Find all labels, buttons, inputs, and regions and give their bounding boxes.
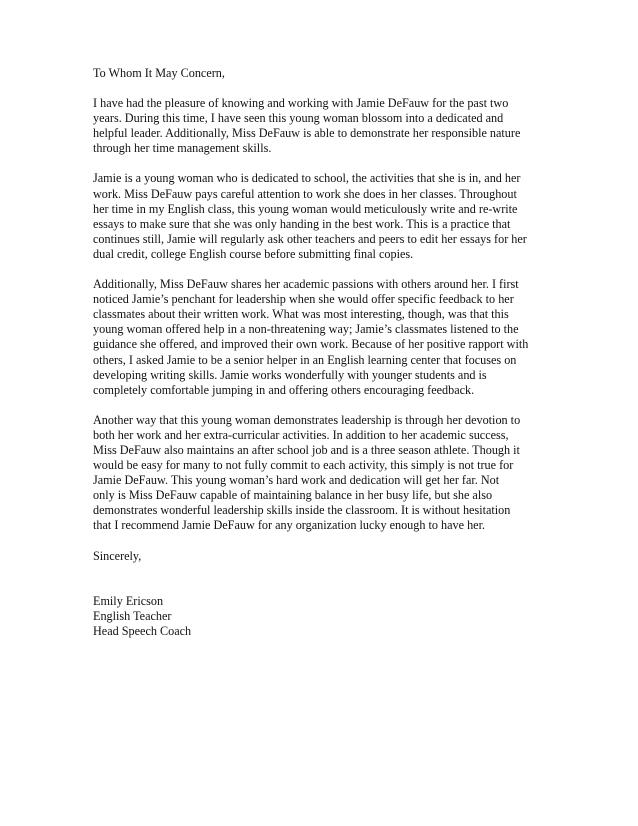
signature-role: Head Speech Coach — [93, 623, 192, 638]
letter-closing: Sincerely, — [93, 548, 142, 563]
signature-name: Emily Ericson — [93, 593, 164, 608]
letter-salutation: To Whom It May Concern, — [93, 66, 225, 80]
letter-paragraph-1: I have had the pleasure of knowing and working with Jamie DeFauw for the past two years. During this time, I have seen this young woman blossom into a dedicated and helpful leader. Additionally, Miss DeFauw is able to demonstrate her responsible nature through her time management skills. — [93, 96, 521, 156]
signature-title: English Teacher — [93, 608, 172, 623]
letter-paragraph-2: Jamie is a young woman who is dedicated to school, the activities that she is in, and her work. Miss DeFauw pays careful attention to work she does in her classes. Throughout her time in my English class, this young woman would meticulously write and re-write essays to make sure that she was only handing in the best work. This is a practice that continues still, Jamie will regularly ask other teachers and peers to edit her essays for her dual credit, college English course before submitting final copies. — [93, 171, 527, 261]
letter-paragraph-4: Another way that this young woman demonstrates leadership is through her devotion to both her work and her extra-curricular activities. In addition to her academic success, Miss DeFauw also maintains an after school job and is a three season athlete. Though it would be easy for many to not fully commit to each activity, this simply is not true for Jamie DeFauw. This young woman’s hard work and dedication will get her far. Not only is Miss DeFauw capable of maintaining balance in her busy life, but she also demonstrates wonderful leadership skills inside the classroom. It is without hesitation that I recommend Jamie DeFauw for any organization lucky enough to have her. — [93, 412, 521, 533]
letter-body — [93, 66, 555, 639]
letter-paragraph-3: Additionally, Miss DeFauw shares her academic passions with others around her. I first noticed Jamie’s penchant for leadership when she would offer specific feedback to her classmates about their written work. What was most interesting, though, was that this young woman offered help in a non-threatening way; Jamie’s classmates listened to the guidance she offered, and improved their own work. Because of her positive rapport with others, I asked Jamie to be a senior helper in an English learning center that focuses on developing writing skills. Jamie works wonderfully with younger students and is completely comfortable jumping in and offering others encouraging feedback. — [93, 277, 529, 397]
signature-block — [93, 594, 555, 639]
